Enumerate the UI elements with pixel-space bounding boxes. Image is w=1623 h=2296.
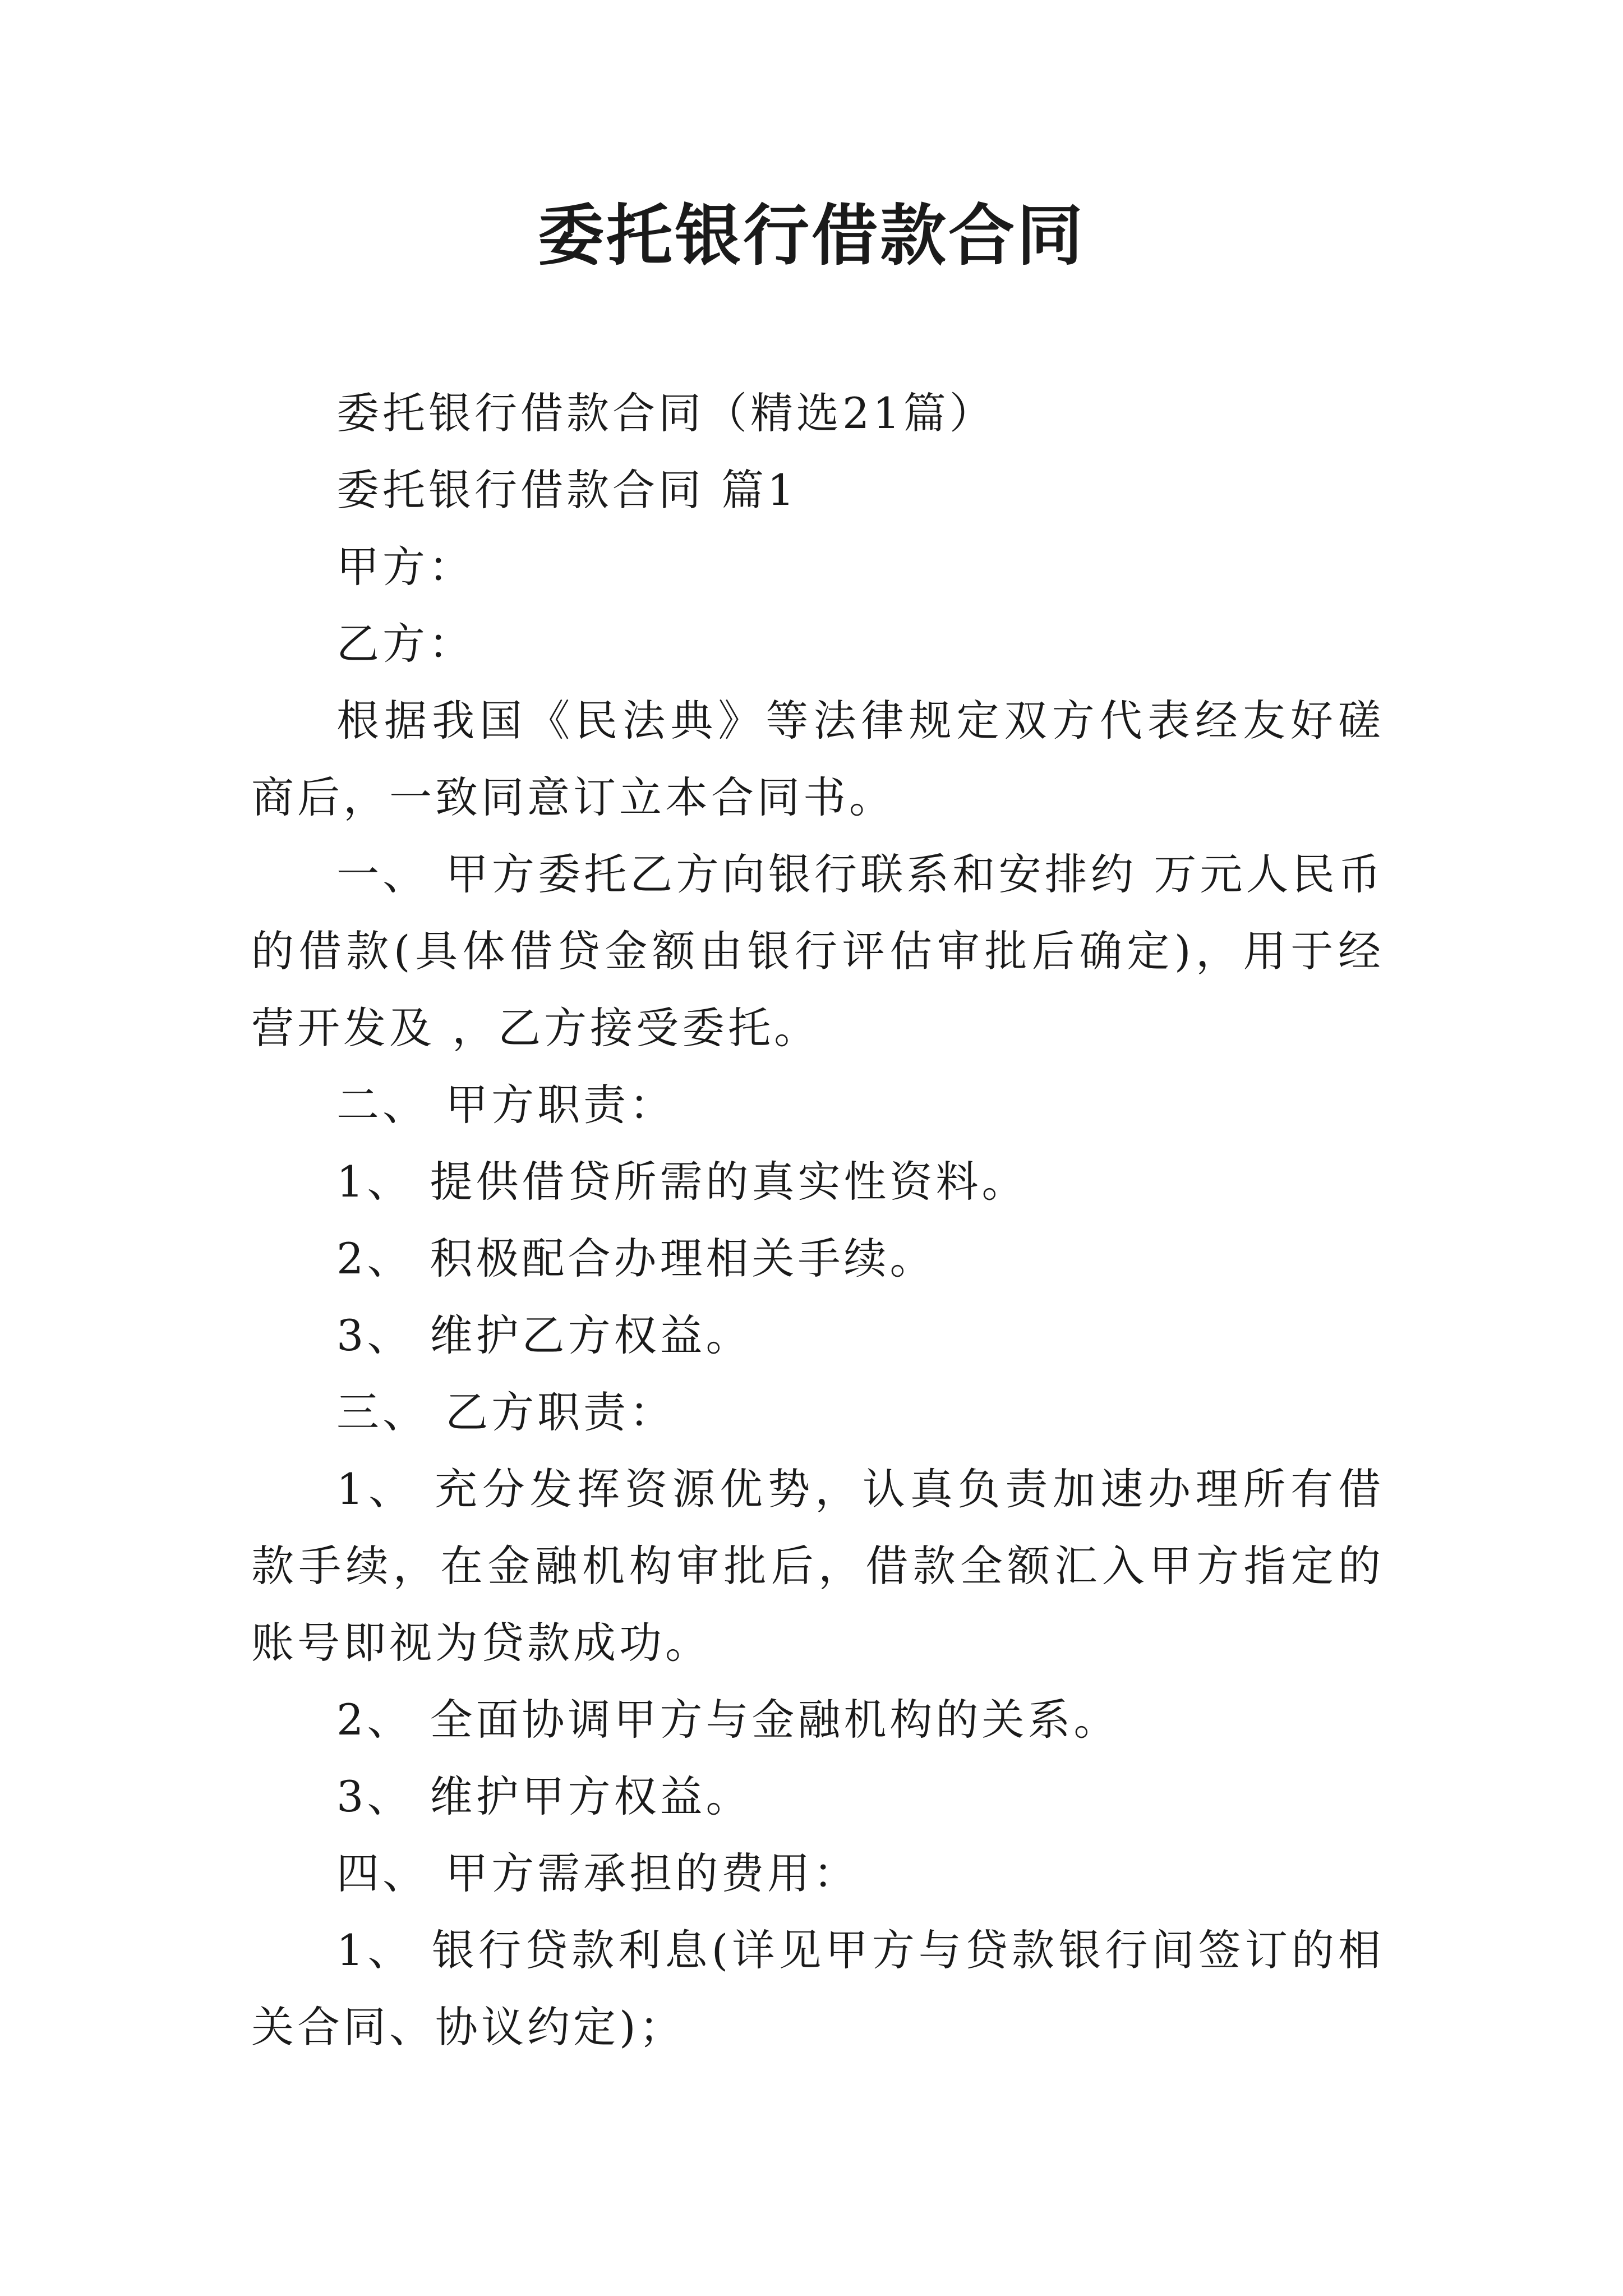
paragraph-clause-2-item-1: 1、 提供借贷所需的真实性资料。 <box>336 1157 1028 1207</box>
paragraph-clause-1: 一、 甲方委托乙方向银行联系和安排约 万元人民币的借款(具体借贷金额由银行评估审批后确定)，用于经营开发及 ，乙方接受委托。 <box>251 849 1384 1053</box>
page-title: 委托银行借款合同 <box>537 196 1085 274</box>
paragraph-preamble: 根据我国《民法典》等法律规定双方代表经友好磋商后，一致同意订立本合同书。 <box>251 696 1384 822</box>
document-body <box>251 375 1384 2065</box>
paragraph-party-b: 乙方： <box>336 619 474 669</box>
paragraph-clause-3-item-1: 1、 充分发挥资源优势，认真负责加速办理所有借款手续，在金融机构审批后，借款全额汇入甲方指定的账号即视为贷款成功。 <box>251 1464 1384 1668</box>
paragraph-clause-4-item-1: 1、 银行贷款利息(详见甲方与贷款银行间签订的相关合同、协议约定)； <box>251 1925 1384 2052</box>
paragraph-clause-3-heading: 三、 乙方职责： <box>336 1387 676 1437</box>
paragraph-clause-4-heading: 四、 甲方需承担的费用： <box>336 1848 860 1898</box>
paragraph-clause-3-item-3: 3、 维护甲方权益。 <box>336 1772 752 1821</box>
paragraph-clause-2-heading: 二、 甲方职责： <box>336 1080 676 1130</box>
paragraph-clause-2-item-3: 3、 维护乙方权益。 <box>336 1310 752 1360</box>
paragraph-subtitle: 委托银行借款合同（精选21篇） <box>336 388 995 438</box>
paragraph-section-heading: 委托银行借款合同 篇1 <box>336 465 798 515</box>
paragraph-clause-3-item-2: 2、 全面协调甲方与金融机构的关系。 <box>336 1695 1120 1745</box>
paragraph-party-a: 甲方： <box>336 542 474 592</box>
paragraph-clause-2-item-2: 2、 积极配合办理相关手续。 <box>336 1234 936 1283</box>
